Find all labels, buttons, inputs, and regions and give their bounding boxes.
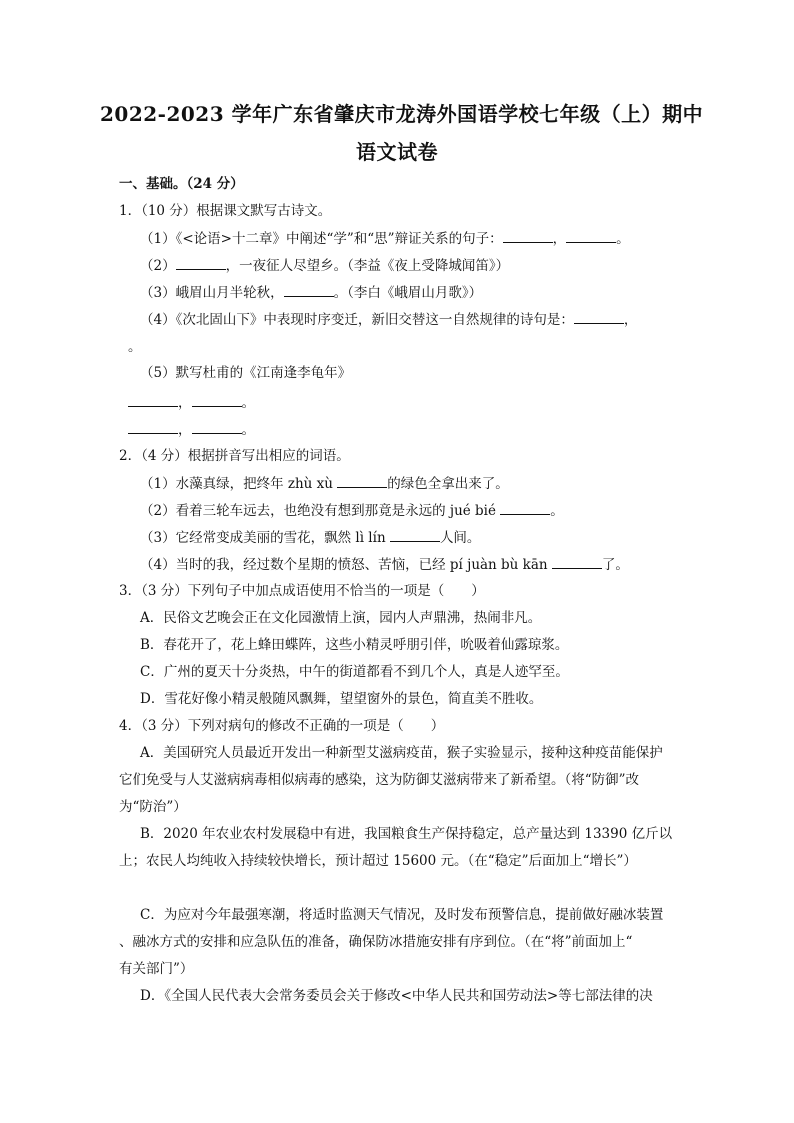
q4-option-a-cont: 它们免受与人艾滋病病毒相似病毒的感染，这为防御艾滋病带来了新希望。（将“防御”改 [119,772,640,788]
section-heading: 一、基础。（24 分） [119,176,244,192]
q2-item-1 [140,474,509,493]
q4-option-c[interactable]: C．为应对今年最强寒潮，将适时监测天气情况，及时发布预警信息，提前做好融冰装置 [140,907,664,923]
answer-blank[interactable] [128,393,178,407]
q1-item-5-end: 。 [241,422,255,438]
q2-item-3 [140,528,480,547]
answer-blank[interactable] [192,420,242,434]
q4-option-a-cont: 为“防治”） [119,799,187,815]
q1-item-2-label: （2） [140,258,176,274]
exam-title-line1: 2022-2023 学年广东省肇庆市龙涛外国语学校七年级（上）期中 [100,102,704,126]
answer-blank[interactable] [284,283,334,297]
answer-blank[interactable] [192,393,242,407]
exam-title-line2: 语文试卷 [356,140,438,164]
q1-item-4-cont [128,337,142,356]
q3-option-b[interactable]: B．春花开了，花上蜂田蝶阵，这些小精灵呼朋引伴，吮吸着仙露琼浆。 [140,637,569,653]
q1-item-5-sep: ， [178,422,192,438]
q4-option-b-cont: 上；农民人均纯收入持续较快增长，预计超过 15600 元。（在“稳定”后面加上“增长”） [119,853,637,869]
q1-item-1-end: 。 [616,231,630,247]
q1-item-5-sep: ， [178,395,192,411]
answer-blank[interactable] [337,474,387,488]
answer-blank[interactable] [176,256,226,270]
q2-item-4 [140,555,629,574]
q3-option-a[interactable]: A．民俗文艺晚会正在文化园激情上演，园内人声鼎沸，热闹非凡。 [140,610,542,626]
answer-blank[interactable] [566,229,616,243]
q1-stem: 1．（10 分）根据课文默写古诗文。 [119,203,332,219]
q2-item-2-post: 。 [550,503,564,519]
q1-item-5: （5）默写杜甫的《江南逢李龟年》 [140,365,352,381]
q2-item-4-post: 了。 [601,557,629,573]
q1-item-2 [140,256,509,275]
q4-stem: 4．（3 分）下列对病句的修改不正确的一项是（ ） [119,718,445,734]
answer-blank[interactable] [500,501,550,515]
q1-item-5-line1 [128,393,255,412]
q4-option-b[interactable]: B．2020 年农业农村发展稳中有进，我国粮食生产保持稳定，总产量达到 13390 亿斤以 [140,826,673,842]
q2-item-1-post: 的绿色全拿出来了。 [387,476,509,492]
q1-item-4-end: 。 [128,339,142,355]
q4-option-d[interactable]: D．《全国人民代表大会常务委员会关于修改<中华人民共和国劳动法>等七部法律的决 [140,988,653,1004]
q1-item-2-text: ，一夜征人尽望乡。（李益《夜上受降城闻笛》） [225,258,510,274]
q1-item-5-line2 [128,420,255,439]
q1-item-4-text: （4）《次北固山下》中表现时序变迁，新旧交替这一自然规律的诗句是： [140,312,574,328]
q1-item-4 [140,310,637,329]
q4-option-c-cont: 有关部门”） [119,961,194,977]
q2-item-2 [140,501,564,520]
q2-item-4-text: （4）当时的我，经过数个星期的愤怒、苦恼，已经 pí juàn bù kān [140,557,552,573]
q2-stem: 2．（4 分）根据拼音写出相应的词语。 [119,448,350,464]
q1-item-1-sep: ， [552,231,567,247]
q3-stem: 3．（3 分）下列句子中加点成语使用不恰当的一项是（ ） [119,583,485,599]
q1-item-1 [140,229,630,248]
q2-item-3-text: （3）它经常变成美丽的雪花，飘然 lì lín [140,530,390,546]
q1-item-3-source: 。（李白《峨眉山月歌》） [333,285,483,301]
q2-item-3-post: 人间。 [439,530,481,546]
answer-blank[interactable] [128,420,178,434]
answer-blank[interactable] [503,229,553,243]
q2-item-1-text: （1）水藻真绿，把终年 zhù xù [140,476,338,492]
q4-option-c-cont: 、融冰方式的安排和应急队伍的准备，确保防冰措施安排有序到位。（在“将”前面加上“ [119,934,633,950]
q4-option-a[interactable]: A．美国研究人员最近开发出一种新型艾滋病疫苗，猴子实验显示，接种这种疫苗能保护 [140,745,663,761]
q1-item-5-end: 。 [241,395,255,411]
q1-item-3-text: （3）峨眉山月半轮秋， [140,285,284,301]
answer-blank[interactable] [552,555,602,569]
q1-item-1-text: （1）《<论语>十二章》中阐述“学”和“思”辩证关系的句子： [140,231,503,247]
answer-blank[interactable] [574,310,624,324]
q3-option-d[interactable]: D．雪花好像小精灵般随风飘舞，望望窗外的景色，简直美不胜收。 [140,691,543,707]
q3-option-c[interactable]: C．广州的夏天十分炎热，中午的街道都看不到几个人，真是人迹罕至。 [140,664,569,680]
q1-item-4-sep: ， [623,312,638,328]
q1-item-3 [140,283,482,302]
answer-blank[interactable] [390,528,440,542]
q2-item-2-text: （2）看着三轮车远去，也绝没有想到那竟是永远的 jué bié [140,503,501,519]
